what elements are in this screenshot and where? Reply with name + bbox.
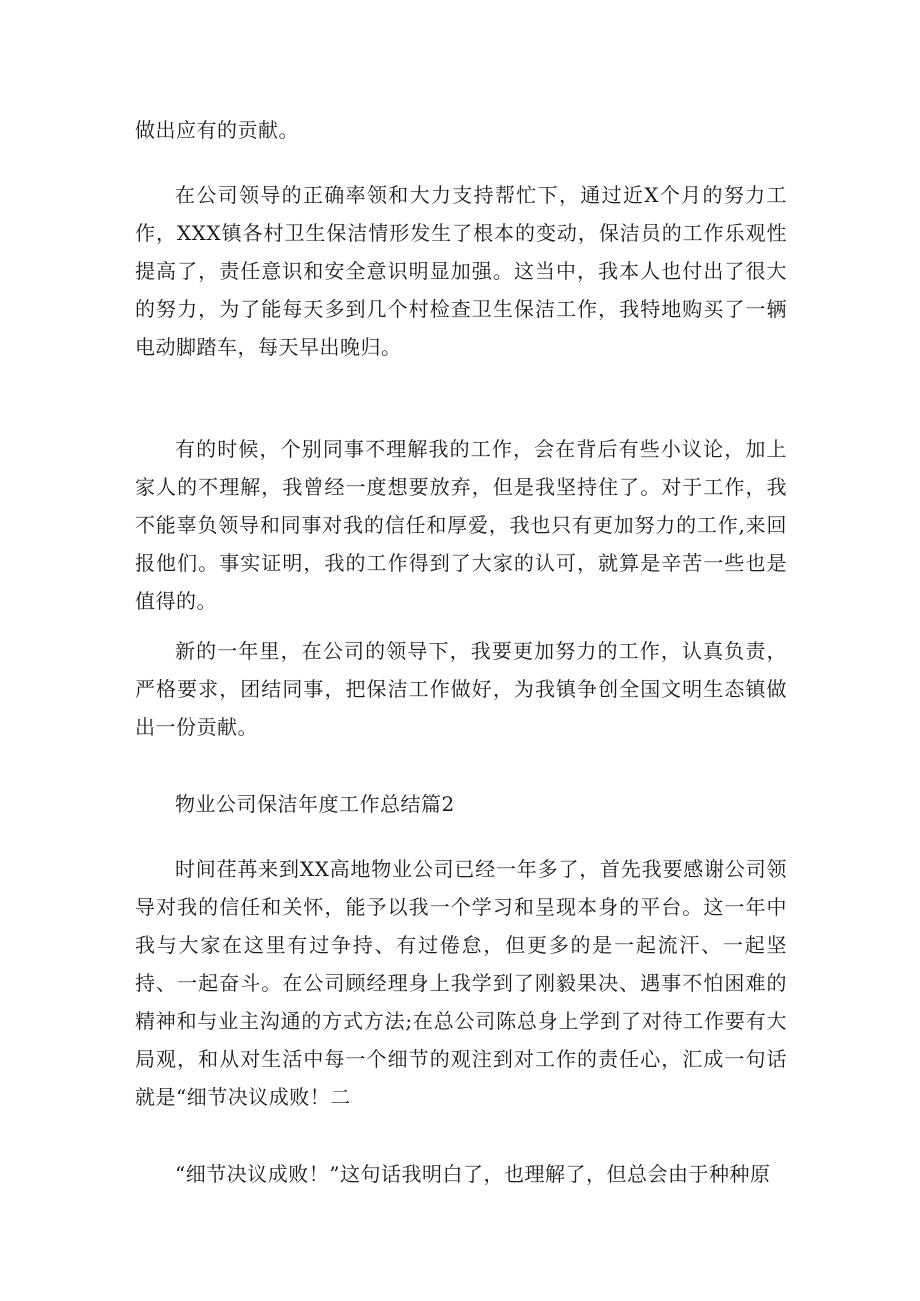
paragraph-1: 做出应有的贡献。: [135, 118, 299, 142]
paragraph-3: 有的时候，个别同事不理解我的工作，会在背后有些小议论，加上家人的不理解，我曾经一度想要放弃，但是我坚持住了。对于工作，我不能辜负领导和同事对我的信任和厚爱，我也只有更加努力的工作,来回报他们。事实证明，我的工作得到了大家的认可，就算是辛苦一些也是值得的。: [135, 437, 787, 613]
paragraph-4: 新的一年里，在公司的领导下，我要更加努力的工作，认真负责，严格要求，团结同事，把保洁工作做好，为我镇争创全国文明生态镇做出一份贡献。: [135, 639, 787, 739]
paragraph-5: 时间荏苒来到XX高地物业公司已经一年多了，首先我要感谢公司领导对我的信任和关怀，能予以我一个学习和呈现本身的平台。这一年中我与大家在这里有过争持、有过倦怠，但更多的是一起流汗、一起坚持、一起奋斗。在公司顾经理身上我学到了刚毅果决、遇事不怕困难的精神和与业主沟通的方式方法;在总公司陈总身上学到了对待工作要有大局观，和从对生活中每一个细节的观注到对工作的责任心，汇成一句话就是“细节决议成败！二: [135, 857, 787, 1109]
paragraph-6: “细节决议成败！”这句话我明白了，也理解了，但总会由于种种原: [175, 1162, 771, 1186]
paragraph-2: 在公司领导的正确率领和大力支持帮忙下，通过近X个月的努力工作，XXX镇各村卫生保洁情形发生了根本的变动，保洁员的工作乐观性提高了，责任意识和安全意识明显加强。这当中，我本人也付出了很大的努力，为了能每天多到几个村检查卫生保洁工作，我特地购买了一辆电动脚踏车，每天早出晚归。: [135, 183, 787, 359]
section-title: 物业公司保洁年度工作总结篇2: [175, 792, 455, 816]
